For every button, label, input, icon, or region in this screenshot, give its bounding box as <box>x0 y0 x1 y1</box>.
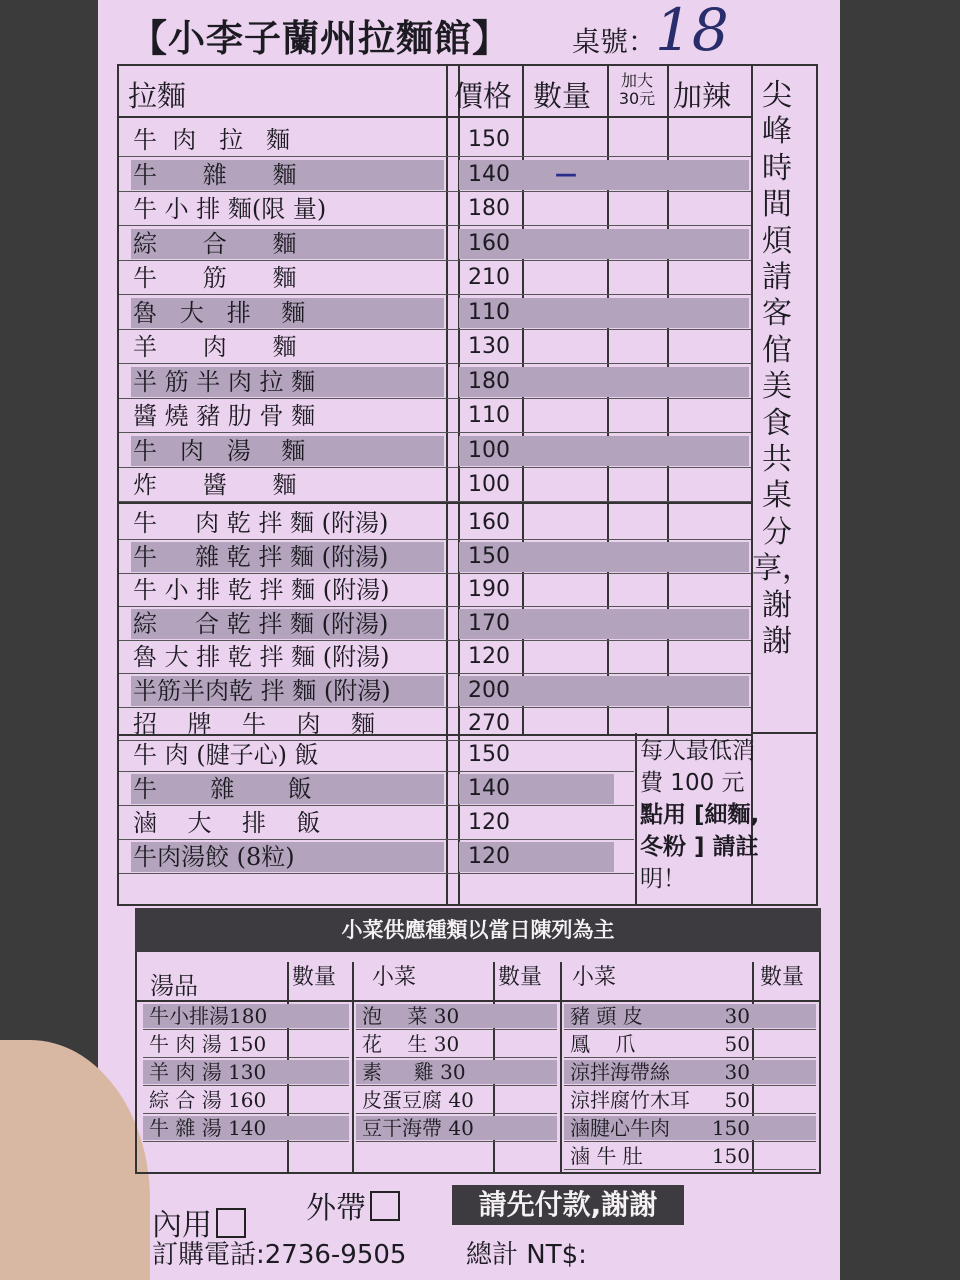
side-item-name: 牛小排湯180 <box>149 1004 268 1028</box>
menu-item-name: 牛 肉 (腱子心) 飯 <box>133 741 319 769</box>
menu-item-name: 招 牌 牛 肉 麵 <box>133 710 376 738</box>
side-row-line <box>356 1141 557 1142</box>
menu-item-price: 210 <box>468 265 510 290</box>
menu-item-price: 180 <box>468 368 510 394</box>
menu-item-name: 牛 肉 湯 麵 <box>133 436 306 465</box>
sides-header-2: 小菜 <box>572 965 617 990</box>
side-row-line <box>143 1141 349 1142</box>
header-divider <box>117 116 753 118</box>
takeout-checkbox[interactable] <box>370 1191 400 1221</box>
menu-row <box>119 330 751 364</box>
menu-row <box>119 540 751 574</box>
menu-item-price: 180 <box>468 196 510 221</box>
soup-qty-header: 數量 <box>292 965 337 990</box>
takeout-option[interactable]: 外帶 <box>306 1183 400 1227</box>
menu-item-name: 牛 肉 乾 拌 麵 (附湯) <box>133 509 389 537</box>
prepay-notice: 請先付款,謝謝 <box>452 1185 684 1225</box>
qty-input[interactable] <box>524 434 608 468</box>
dine-in-option[interactable]: 內用 <box>152 1200 246 1244</box>
menu-row <box>119 158 751 192</box>
side-item-name: 鳳 爪 <box>570 1032 636 1056</box>
price-header: 價格 <box>454 79 513 113</box>
sides-qty-header-2: 數量 <box>760 965 805 990</box>
qty-input[interactable] <box>524 123 608 157</box>
menu-item-price: 270 <box>468 711 510 736</box>
menu-row <box>119 434 751 468</box>
menu-item-name: 魯 大 排 乾 拌 麵 (附湯) <box>133 643 390 671</box>
qty-input[interactable] <box>524 192 608 226</box>
qty-input[interactable] <box>524 227 608 261</box>
min-charge-note: 每人最低消 費 100 元 點用 [細麵, 冬粉 ] 請註 明！ <box>640 738 760 892</box>
section-divider-dry <box>117 502 753 504</box>
menu-item-name: 牛 雜 麵 <box>133 160 297 189</box>
qty-input[interactable] <box>524 399 608 433</box>
side-item-name: 涼拌海帶絲 <box>570 1060 670 1084</box>
menu-item-price: 160 <box>468 510 510 535</box>
qty-input[interactable]: — <box>555 161 577 187</box>
menu-item-name: 牛 雜 飯 <box>133 775 312 803</box>
menu-row <box>119 365 751 399</box>
menu-item-name: 牛 肉 拉 麵 <box>133 126 291 154</box>
menu-row <box>119 573 751 607</box>
side-item-name: 滷腱心牛肉 <box>570 1116 670 1140</box>
menu-row <box>119 261 751 295</box>
side-item-name: 羊 肉 湯 130 <box>149 1060 267 1084</box>
menu-item-price: 110 <box>468 403 510 428</box>
side-item-price: 30 <box>724 1060 750 1084</box>
menu-item-name: 牛 小 排 麵(限 量) <box>133 195 327 223</box>
menu-item-price: 120 <box>468 644 510 669</box>
sides-qty-header-1: 數量 <box>498 965 543 990</box>
menu-row <box>119 468 751 502</box>
menu-row <box>119 296 751 330</box>
total-label: 總計 NT$: <box>466 1240 587 1270</box>
table-number-handwritten[interactable]: 18 <box>655 0 729 64</box>
qty-input[interactable] <box>524 365 608 399</box>
qty-input[interactable] <box>524 261 608 295</box>
menu-item-price: 160 <box>468 230 510 256</box>
menu-item-name: 綜 合 麵 <box>133 229 297 258</box>
peak-hour-note: 尖峰時間煩請客倌美食共桌分享，謝謝 <box>752 78 812 660</box>
menu-item-price: 150 <box>468 543 510 569</box>
menu-item-price: 130 <box>468 334 510 359</box>
menu-item-name: 牛 筋 麵 <box>133 264 297 292</box>
side-item-name: 花 生 30 <box>362 1032 460 1056</box>
menu-item-price: 200 <box>468 677 510 703</box>
menu-item-price: 100 <box>468 437 510 463</box>
menu-item-price: 120 <box>468 810 510 835</box>
qty-input[interactable] <box>524 330 608 364</box>
menu-item-name: 牛肉湯餃 (8粒) <box>133 843 295 871</box>
side-item-name: 牛 雜 湯 140 <box>149 1116 267 1140</box>
menu-row <box>119 607 751 641</box>
noodles-header: 拉麵 <box>128 79 187 113</box>
side-item-name: 豆干海帶 40 <box>362 1116 474 1140</box>
upsize-header: 加大 30元 <box>618 71 656 108</box>
side-item-name: 滷 牛 肚 <box>570 1144 643 1168</box>
menu-item-price: 140 <box>468 161 510 187</box>
menu-item-price: 190 <box>468 577 510 602</box>
restaurant-title: 【小李子蘭州拉麵館】 <box>130 17 510 60</box>
menu-row <box>119 399 751 433</box>
side-item-name: 涼拌腐竹木耳 <box>570 1088 690 1112</box>
spicy-header: 加辣 <box>673 79 732 113</box>
side-item-name: 綜 合 湯 160 <box>149 1088 267 1112</box>
sides-header-1: 小菜 <box>372 965 417 990</box>
side-item-price: 50 <box>724 1088 750 1112</box>
soup-header: 湯品 <box>150 972 198 1000</box>
menu-item-name: 牛 雜 乾 拌 麵 (附湯) <box>133 542 389 571</box>
menu-item-price: 140 <box>468 776 510 801</box>
qty-input[interactable] <box>524 468 608 502</box>
menu-row <box>119 227 751 261</box>
sides-divider-1 <box>352 962 354 1174</box>
menu-item-name: 滷 大 排 飯 <box>133 809 321 837</box>
menu-item-price: 150 <box>468 127 510 152</box>
menu-item-price: 120 <box>468 844 510 869</box>
side-item-price: 50 <box>724 1032 750 1056</box>
side-item-name: 素 雞 30 <box>362 1060 466 1084</box>
menu-item-price: 170 <box>468 610 510 636</box>
menu-item-price: 110 <box>468 299 510 325</box>
side-item-name: 豬 頭 皮 <box>570 1004 643 1028</box>
side-item-name: 泡 菜 30 <box>362 1004 460 1028</box>
order-phone: 訂購電話:2736-9505 <box>152 1240 407 1270</box>
menu-item-name: 魯 大 排 麵 <box>133 298 306 327</box>
menu-item-price: 150 <box>468 742 510 767</box>
menu-item-name: 羊 肉 麵 <box>133 333 297 361</box>
menu-item-name: 半筋半肉乾 拌 麵 (附湯) <box>133 676 391 705</box>
side-item-name: 牛 肉 湯 150 <box>149 1032 267 1056</box>
side-item-price: 30 <box>724 1004 750 1028</box>
qty-header: 數量 <box>533 79 592 113</box>
menu-item-name: 綜 合 乾 拌 麵 (附湯) <box>133 609 389 638</box>
menu-row <box>119 640 751 674</box>
side-item-name: 皮蛋豆腐 40 <box>362 1088 474 1112</box>
side-item-price: 150 <box>711 1116 750 1140</box>
sides-divider-2 <box>560 962 562 1174</box>
menu-item-name: 醬 燒 豬 肋 骨 麵 <box>133 402 316 430</box>
menu-item-price: 100 <box>468 472 510 497</box>
row-line <box>119 873 634 874</box>
menu-item-name: 炸 醬 麵 <box>133 471 297 499</box>
menu-row <box>119 506 751 540</box>
menu-item-name: 半 筋 半 肉 拉 麵 <box>133 367 316 396</box>
table-number-label: 桌號： <box>572 25 657 58</box>
menu-row <box>119 674 751 708</box>
menu-item-name: 牛 小 排 乾 拌 麵 (附湯) <box>133 576 390 604</box>
menu-row <box>119 192 751 226</box>
menu-row <box>119 123 751 157</box>
qty-input[interactable] <box>524 296 608 330</box>
side-item-price: 150 <box>711 1144 750 1168</box>
side-row-line <box>564 1169 816 1170</box>
sides-banner: 小菜供應種類以當日陳列為主 <box>135 908 821 952</box>
